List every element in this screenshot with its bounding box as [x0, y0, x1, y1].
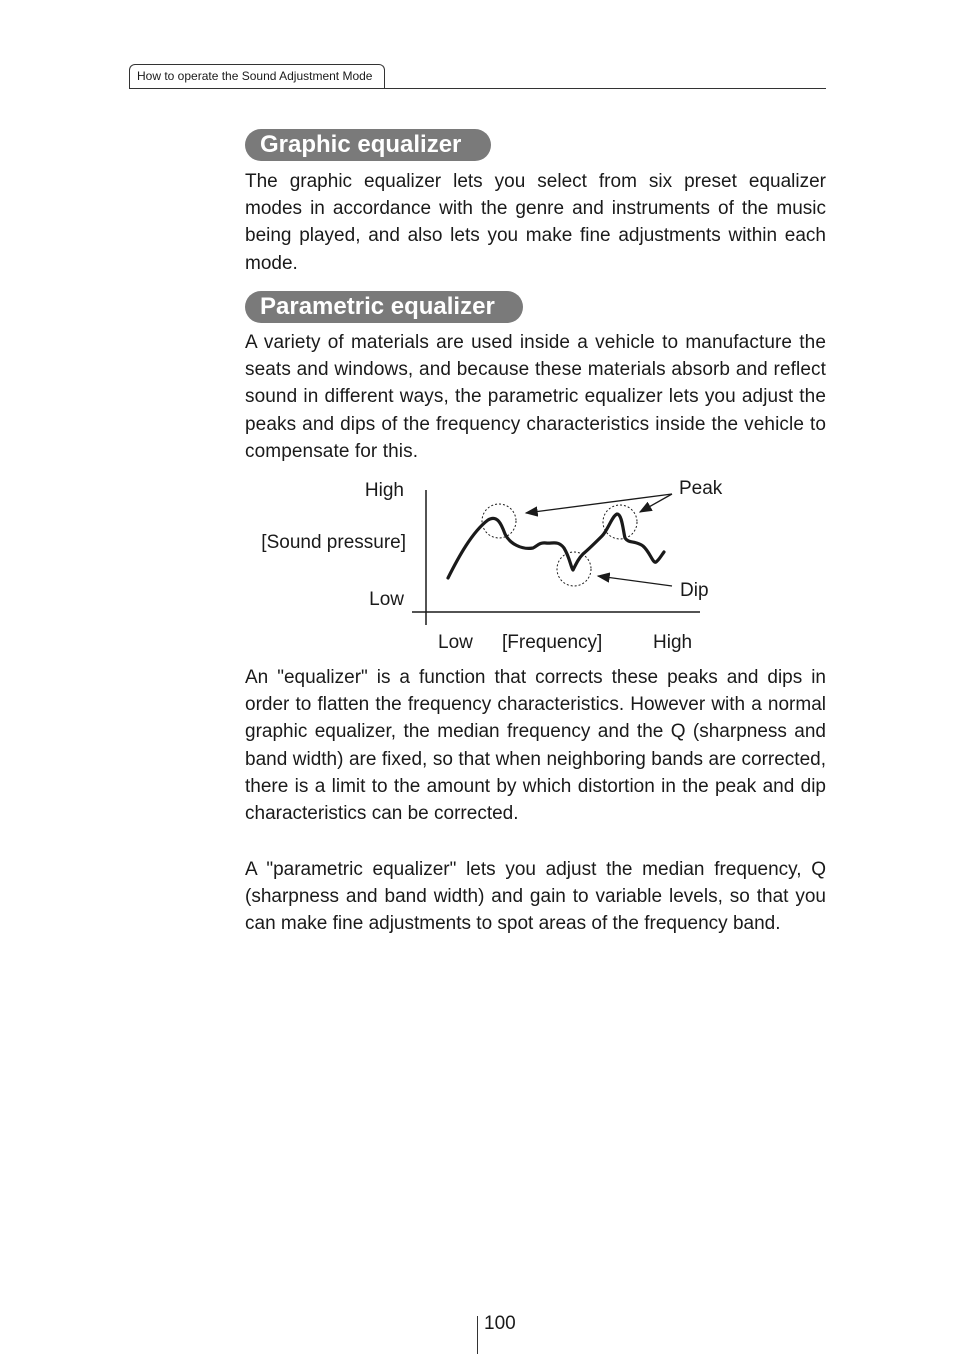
peak-label: Peak [679, 478, 723, 499]
x-axis-title: [Frequency] [502, 632, 603, 653]
y-axis-low-label: Low [369, 589, 404, 610]
header-rule [129, 88, 826, 89]
response-curve [448, 514, 664, 578]
peak-arrow-left [526, 494, 672, 513]
parametric-explanation-paragraph: A "parametric equalizer" lets you adjust the median frequency, Q (sharpness and band width) and gain to variable levels, so that you can make fine adjustments to spot areas of the frequency band. [245, 859, 826, 935]
page-number: 100 [484, 1313, 516, 1334]
x-axis-high-label: High [653, 632, 693, 653]
equalizer-explanation-paragraph: An "equalizer" is a function that corrects these peaks and dips in order to flatten the frequency characteristics. However with a normal graphic equalizer, the median frequency and the Q (sharpness and band width) are fixed, so that when neighboring bands are corrected, there is a limit to the amount by which distortion in the peak and dip characteristics can be corrected. [245, 667, 826, 825]
x-axis-low-label: Low [438, 632, 473, 653]
dip-label: Dip [680, 580, 709, 601]
heading-parametric-equalizer: Parametric equalizer [245, 291, 523, 323]
frequency-response-diagram [240, 470, 740, 660]
heading-graphic-equalizer: Graphic equalizer [245, 129, 491, 161]
peak-circle-right [603, 505, 637, 539]
section-header-tab: How to operate the Sound Adjustment Mode [129, 64, 385, 88]
dip-arrow [598, 576, 672, 586]
y-axis-title: [Sound pressure] [261, 532, 406, 553]
parametric-intro-paragraph: A variety of materials are used inside a vehicle to manufacture the seats and windows, and because these materials absorb and reflect sound in different ways, the parametric equalizer lets you adjust the peaks and dips of the frequency characteristics inside the vehicle to compensate for this. [245, 332, 826, 462]
graphic-equalizer-paragraph: The graphic equalizer lets you select from six preset equalizer modes in accordance with the genre and instruments of the music being played, and also lets you make fine adjustments within each mode. [245, 171, 826, 274]
page-number-divider [477, 1316, 478, 1354]
y-axis-high-label: High [364, 480, 404, 501]
